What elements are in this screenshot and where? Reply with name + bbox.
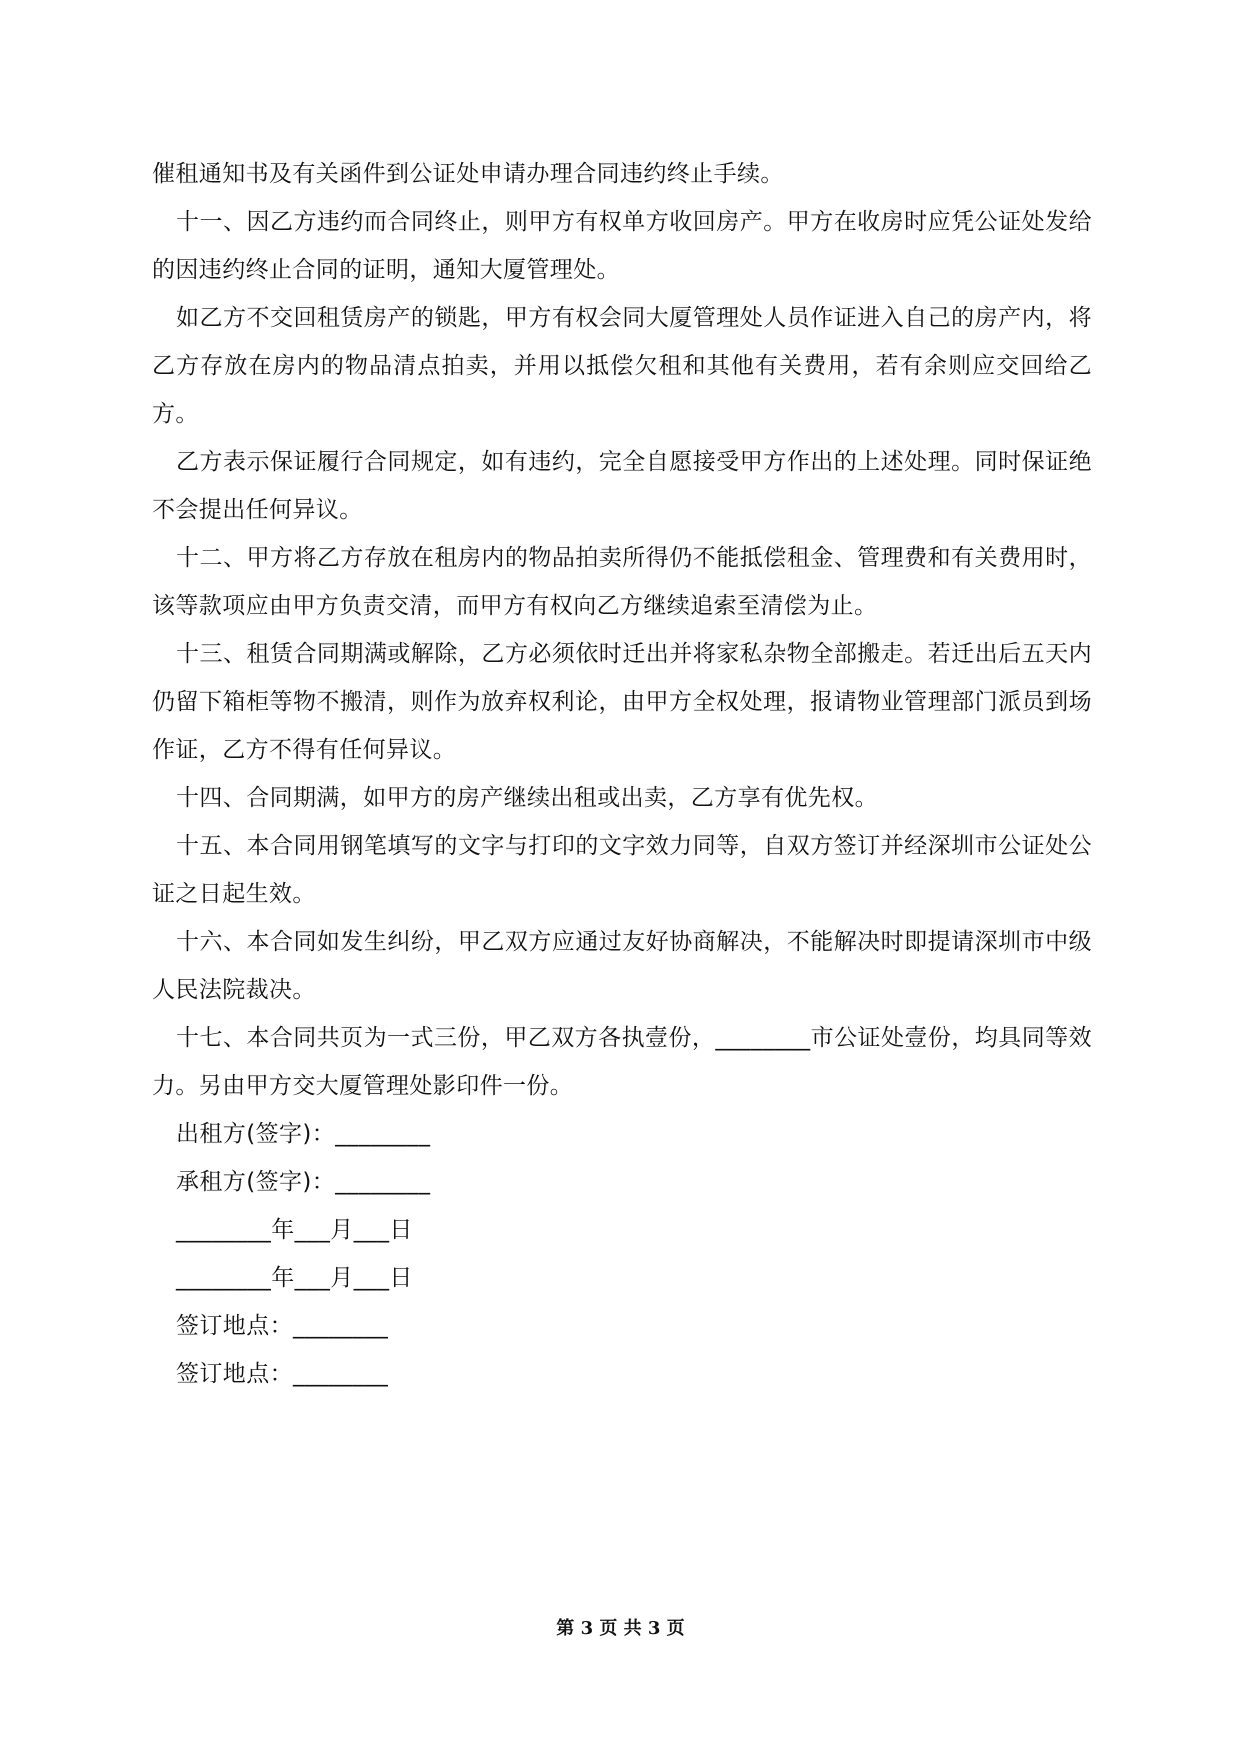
paragraph-guarantee: 乙方表示保证履行合同规定，如有违约，完全自愿接受甲方作出的上述处理。同时保证绝不会提出任何异议。	[152, 449, 1092, 523]
lessee-signature-line: 承租方(签字)：________	[176, 1169, 431, 1195]
lessor-signature-line: 出租方(签字)：________	[176, 1121, 431, 1147]
paragraph-clause-14: 十四、合同期满，如甲方的房产继续出租或出卖，乙方享有优先权。	[176, 785, 878, 811]
page-number-footer: 第 3 页 共 3 页	[556, 1618, 685, 1639]
paragraph-clause-13: 十三、租赁合同期满或解除，乙方必须依时迁出并将家私杂物全部搬走。若迁出后五天内仍留下箱柜等物不搬清，则作为放弃权利论，由甲方全权处理，报请物业管理部门派员到场作证，乙方不得有任何异议。	[152, 641, 1092, 763]
date-line-2: ________年___月___日	[176, 1265, 413, 1291]
paragraph-continuation: 催租通知书及有关函件到公证处申请办理合同违约终止手续。	[152, 161, 784, 187]
date-line-1: ________年___月___日	[176, 1217, 413, 1243]
paragraph-clause-15: 十五、本合同用钢笔填写的文字与打印的文字效力同等，自双方签订并经深圳市公证处公证之日起生效。	[152, 833, 1092, 907]
document-body	[152, 150, 1092, 1398]
paragraph-clause-17: 十七、本合同共页为一式三份，甲乙双方各执壹份，________市公证处壹份，均具同等效力。另由甲方交大厦管理处影印件一份。	[152, 1025, 1092, 1099]
paragraph-clause-11: 十一、因乙方违约而合同终止，则甲方有权单方收回房产。甲方在收房时应凭公证处发给的因违约终止合同的证明，通知大厦管理处。	[152, 209, 1092, 283]
signing-location-line-1: 签订地点：________	[176, 1313, 389, 1339]
paragraph-clause-16: 十六、本合同如发生纠纷，甲乙双方应通过友好协商解决，不能解决时即提请深圳市中级人民法院裁决。	[152, 929, 1092, 1003]
signing-location-line-2: 签订地点：________	[176, 1361, 389, 1387]
paragraph-lock-return: 如乙方不交回租赁房产的锁匙，甲方有权会同大厦管理处人员作证进入自己的房产内，将乙方存放在房内的物品清点拍卖，并用以抵偿欠租和其他有关费用，若有余则应交回给乙方。	[152, 305, 1092, 427]
paragraph-clause-12: 十二、甲方将乙方存放在租房内的物品拍卖所得仍不能抵偿租金、管理费和有关费用时，该等款项应由甲方负责交清，而甲方有权向乙方继续追索至清偿为止。	[152, 545, 1092, 619]
